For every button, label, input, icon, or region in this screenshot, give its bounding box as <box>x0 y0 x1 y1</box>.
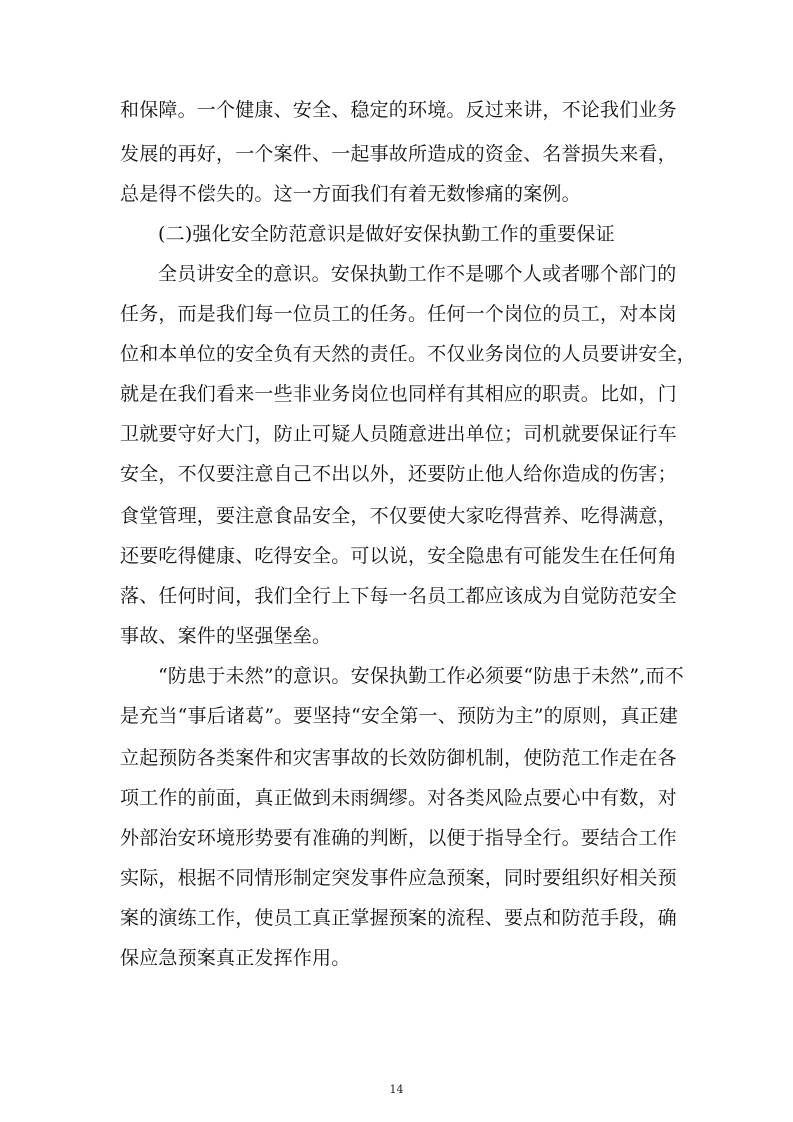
body-line: 事故、案件的坚强堡垒。 <box>120 625 332 647</box>
body-line: 落、任何时间，我们全行上下每一名员工都应该成为自觉防范安全 <box>120 585 677 607</box>
body-line: 安全，不仅要注意自己不出以外，还要防止他人给你造成的伤害； <box>120 463 677 485</box>
body-line: 实际，根据不同情形制定突发事件应急预案，同时要组织好相关预 <box>120 867 677 889</box>
body-line: 任务，而是我们每一位员工的任务。任何一个岗位的员工，对本岗 <box>120 303 677 325</box>
body-line: 还要吃得健康、吃得安全。可以说，安全隐患有可能发生在任何角 <box>120 545 677 567</box>
paragraph-first-line: 全员讲安全的意识。安保执勤工作不是哪个人或者哪个部门的 <box>158 263 677 285</box>
body-line: 保应急预案真正发挥作用。 <box>120 947 351 969</box>
body-line: 项工作的前面，真正做到未雨绸缪。对各类风险点要心中有数，对 <box>120 787 677 809</box>
body-line: 外部治安环境形势要有准确的判断，以便于指导全行。要结合工作 <box>120 827 677 849</box>
body-line: 是充当“事后诸葛”。要坚持“安全第一、预防为主”的原则，真正建 <box>120 705 679 727</box>
body-line: 发展的再好，一个案件、一起事故所造成的资金、名誉损失来看， <box>120 143 677 165</box>
page-number: 14 <box>389 1083 404 1096</box>
body-line: 案的演练工作，使员工真正掌握预案的流程、要点和防范手段，确 <box>120 907 677 929</box>
body-line: 卫就要守好大门，防止可疑人员随意进出单位；司机就要保证行车 <box>120 423 677 445</box>
body-line: 位和本单位的安全负有天然的责任。不仅业务岗位的人员要讲安全， <box>120 343 697 365</box>
paragraph-first-line: “防患于未然”的意识。安保执勤工作必须要“防患于未然”,而不 <box>158 665 684 687</box>
body-line: 和保障。一个健康、安全、稳定的环境。反过来讲，不论我们业务 <box>120 99 677 121</box>
body-line: 立起预防各类案件和灾害事故的长效防御机制，使防范工作走在各 <box>120 747 677 769</box>
body-line: 食堂管理，要注意食品安全，不仅要使大家吃得营养、吃得满意， <box>120 505 677 527</box>
section-heading: (二)强化安全防范意识是做好安保执勤工作的重要保证 <box>158 223 615 245</box>
body-line: 总是得不偿失的。这一方面我们有着无数惨痛的案例。 <box>120 183 581 205</box>
body-line: 就是在我们看来一些非业务岗位也同样有其相应的职责。比如，门 <box>120 383 677 405</box>
